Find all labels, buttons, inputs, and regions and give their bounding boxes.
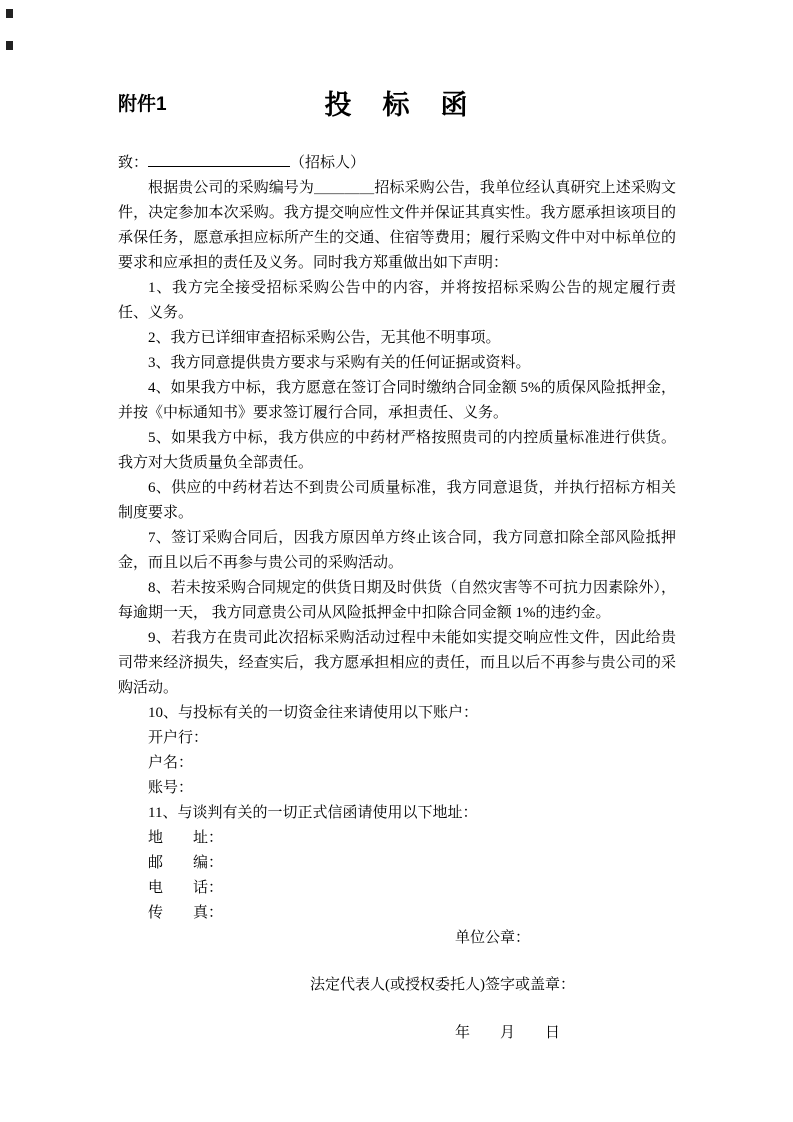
postcode-field-label: 邮 编： [148,855,224,871]
company-seal-label: 单位公章： [455,930,531,946]
clause-9: 9、若我方在贵司此次招标采购活动过程中未能如实提交响应性文件，因此给贵司带来经济损失，经查实后，我方愿承担相应的责任，而且以后不再参与贵公司的采购活动。 [118,630,676,696]
clause-1: 1、我方完全接受招标采购公告中的内容，并将按招标采购公告的规定履行责任、义务。 [118,280,676,321]
fax-field-label: 传 真： [148,905,224,921]
clause-8: 8、若未按采购合同规定的供货日期及时供货（自然灾害等不可抗力因素除外），每逾期一天， 我方同意贵公司从风险抵押金中扣除合同金额 1%的违约金。 [118,580,676,621]
attachment-label: 附件1 [118,94,167,115]
clause-3: 3、我方同意提供贵方要求与采购有关的任何证据或资料。 [148,355,531,371]
salutation-suffix: （招标人） [290,155,366,171]
intro-paragraph: 根据贵公司的采购编号为＿＿＿＿招标采购公告，我单位经认真研究上述采购文件，决定参加本次采购。我方提交响应性文件并保证其真实性。我方愿承担该项目的承保任务，愿意承担应标所产生的交通、住宿等费用；履行采购文件中对中标单位的要求和应承担的责任及义务。同时我方郑重做出如下声明： [118,180,676,271]
clause-7: 7、签订采购合同后，因我方原因单方终止该合同，我方同意扣除全部风险抵押金，而且以后不再参与贵公司的采购活动。 [118,530,676,571]
salutation-line [118,150,676,176]
recipient-blank-line [148,150,290,167]
salutation-prefix: 致： [118,155,149,171]
document-header [118,86,676,124]
clause-10-account-heading: 10、与投标有关的一切资金往来请使用以下账户： [148,705,479,721]
phone-field-label: 电 话： [148,880,224,896]
clause-2: 2、我方已详细审查招标采购公告，无其他不明事项。 [148,330,501,346]
scan-artifact [6,9,13,18]
clause-11-address-heading: 11、与谈判有关的一切正式信函请使用以下地址： [148,805,478,821]
account-number-field-label: 账号： [148,780,194,796]
page-title: 投 标 函 [324,90,470,120]
clause-4: 4、如果我方中标，我方愿意在签订合同时缴纳合同金额 5%的质保风险抵押金，并按《中标通知书》要求签订履行合同，承担责任、义务。 [118,380,676,421]
date-blanks-line: 年 月 日 [455,1025,561,1041]
account-holder-field-label: 户名： [148,755,194,771]
legal-representative-signature-label: 法定代表人(或授权委托人)签字或盖章： [310,977,575,993]
clause-5: 5、如果我方中标，我方供应的中药材严格按照贵司的内控质量标准进行供货。我方对大货质量负全部责任。 [118,430,676,471]
scan-artifact [6,41,13,50]
bank-name-field-label: 开户行： [148,730,209,746]
address-field-label: 地 址： [148,830,224,846]
clause-6: 6、供应的中药材若达不到贵公司质量标准，我方同意退货，并执行招标方相关制度要求。 [118,480,676,521]
